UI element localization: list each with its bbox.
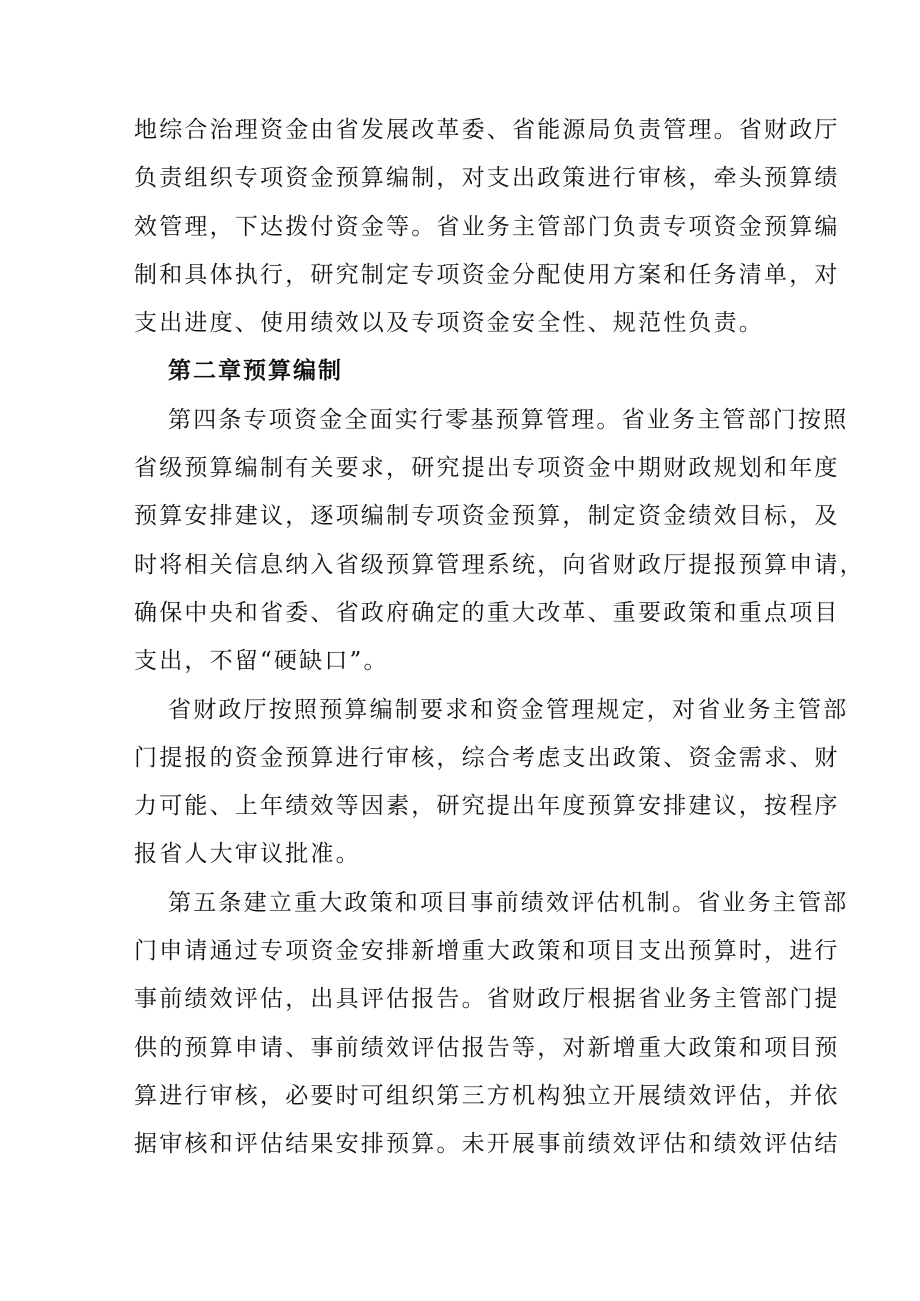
text-line: 预算安排建议，逐项编制专项资金预算，制定资金绩效目标，及 xyxy=(134,503,840,530)
text-line: 地综合治理资金由省发展改革委、省能源局负责管理。省财政厅 xyxy=(134,117,840,143)
text-line: 门提报的资金预算进行审核，综合考虑支出政策、资金需求、财 xyxy=(134,744,840,771)
text-line: 据审核和评估结果安排预算。未开展事前绩效评估和绩效评估结 xyxy=(134,1131,840,1158)
text-line: 第五条建立重大政策和项目事前绩效评估机制。省业务主管部 xyxy=(168,889,849,916)
text-line: 时将相关信息纳入省级预算管理系统，向省财政厅提报预算申请， xyxy=(134,551,865,578)
text-line: 负责组织专项资金预算编制，对支出政策进行审核，牵头预算绩 xyxy=(134,165,840,192)
text-line: 省财政厅按照预算编制要求和资金管理规定，对省业务主管部 xyxy=(168,696,849,723)
paragraph-article-4 xyxy=(134,398,865,688)
paragraph-article-5 xyxy=(134,881,849,1171)
text-line: 确保中央和省委、省政府确定的重大改革、重要政策和重点项目 xyxy=(134,599,840,626)
document-body xyxy=(134,108,865,1171)
text-line: 制和具体执行，研究制定专项资金分配使用方案和任务清单，对 xyxy=(134,261,840,288)
text-line: 供的预算申请、事前绩效评估报告等，对新增重大政策和项目预 xyxy=(134,1034,840,1061)
text-line: 门申请通过专项资金安排新增重大政策和项目支出预算时，进行 xyxy=(134,938,840,965)
text-line: 省级预算编制有关要求，研究提出专项资金中期财政规划和年度 xyxy=(134,455,840,482)
paragraph-responsibilities xyxy=(134,108,840,349)
text-line: 报省人大审议批准。 xyxy=(134,841,361,868)
chapter-heading: 第二章预算编制 xyxy=(168,357,343,385)
text-line: 事前绩效评估，出具评估报告。省财政厅根据省业务主管部门提 xyxy=(134,986,840,1013)
text-line: 力可能、上年绩效等因素，研究提出年度预算安排建议，按程序 xyxy=(134,793,840,820)
text-line: 支出进度、使用绩效以及专项资金安全性、规范性负责。 xyxy=(134,310,764,337)
text-line: 算进行审核，必要时可组织第三方机构独立开展绩效评估，并依 xyxy=(134,1082,840,1109)
text-line: 效管理，下达拨付资金等。省业务主管部门负责专项资金预算编 xyxy=(134,213,840,240)
text-line: 支出，不留“硬缺口”。 xyxy=(134,648,389,675)
text-line: 第四条专项资金全面实行零基预算管理。省业务主管部门按照 xyxy=(168,406,849,433)
paragraph-finance-review xyxy=(134,688,849,881)
